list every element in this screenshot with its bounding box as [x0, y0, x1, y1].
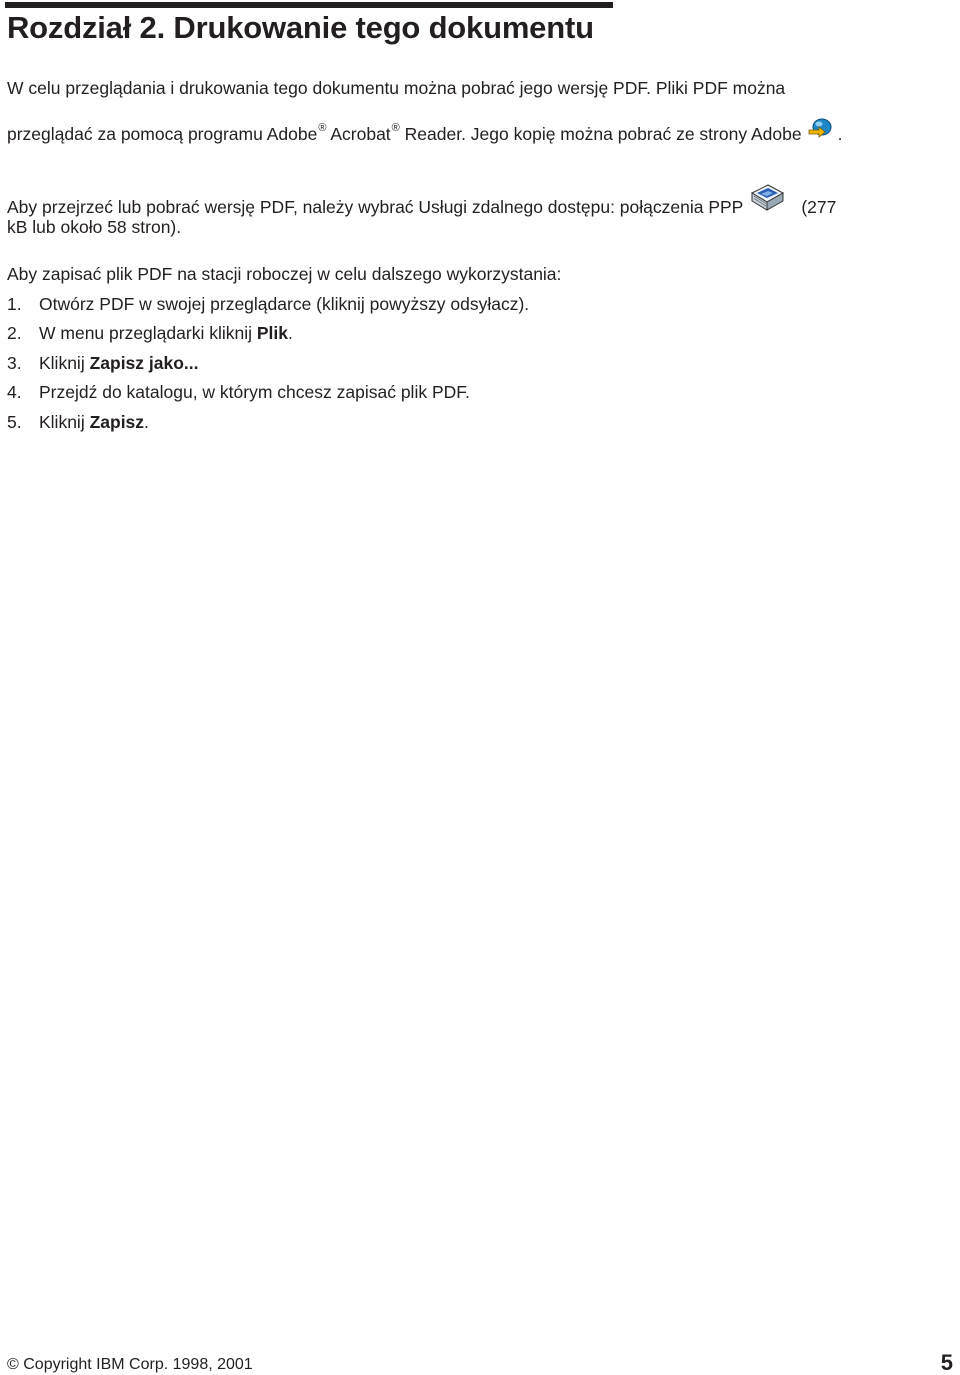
step-text: Otwórz PDF w swojej przeglądarce (kliknij powyższy odsyłacz). [39, 294, 530, 314]
list-item [7, 411, 149, 433]
step-number: 5. [7, 412, 22, 432]
list-item [7, 322, 293, 344]
step-text: Przejdź do katalogu, w którym chcesz zapisać plik PDF. [39, 382, 470, 402]
intro-line-2-text-a: przeglądać za pomocą programu Adobe [7, 124, 318, 144]
pdf-download-text-c: kB lub około 58 stron). [7, 217, 182, 237]
pdf-download-line-2 [7, 216, 181, 238]
pdf-download-text-a: Aby przejrzeć lub pobrać wersję PDF, należy wybrać Usługi zdalnego dostępu: połączenia PPP [7, 197, 744, 218]
registered-mark: ® [391, 122, 400, 134]
step-text: Kliknij [39, 412, 90, 432]
intro-line-2-text-c: Reader. Jego kopię można pobrać ze strony Adobe [399, 124, 802, 144]
copyright-text: Copyright IBM Corp. 1998, 2001 [18, 1356, 253, 1373]
step-text: W menu przeglądarki kliknij [39, 323, 257, 343]
list-item [7, 293, 529, 315]
list-item [7, 352, 199, 374]
copyright-notice [7, 1355, 253, 1375]
step-text: Kliknij [39, 353, 90, 373]
step-bold-text: Zapisz jako... [89, 353, 199, 373]
page-number: 5 [940, 1350, 953, 1375]
intro-paragraph-line-1 [7, 77, 785, 99]
pdf-download-text-b: (277 [801, 197, 837, 218]
intro-line-2-period: . [837, 124, 843, 144]
save-steps-intro [7, 263, 561, 285]
save-steps-intro-text: Aby zapisać plik PDF na stacji roboczej w celu dalszego wykorzystania: [7, 264, 562, 284]
chapter-title: Rozdział 2. Drukowanie tego dokumentu [7, 10, 594, 45]
chapter-top-rule [5, 2, 613, 8]
step-number: 1. [7, 294, 22, 314]
intro-line-1-text: W celu przeglądania i drukowania tego dokumentu można pobrać jego wersję PDF. Pliki PDF można [7, 78, 786, 98]
step-number: 3. [7, 353, 22, 373]
intro-paragraph-line-2 [7, 117, 842, 148]
list-item [7, 381, 470, 403]
step-bold-text: Zapisz [89, 412, 145, 432]
step-number: 2. [7, 323, 22, 343]
step-text-after: . [288, 323, 293, 343]
step-bold-text: Plik [256, 323, 288, 343]
registered-mark: ® [318, 122, 327, 134]
external-link-arrow-icon[interactable] [808, 118, 834, 143]
copyright-symbol: © [7, 1356, 19, 1373]
pdf-book-icon[interactable] [749, 183, 785, 218]
step-text-after: . [144, 412, 149, 432]
intro-line-2-text-b: Acrobat [326, 124, 391, 144]
step-number: 4. [7, 382, 22, 402]
